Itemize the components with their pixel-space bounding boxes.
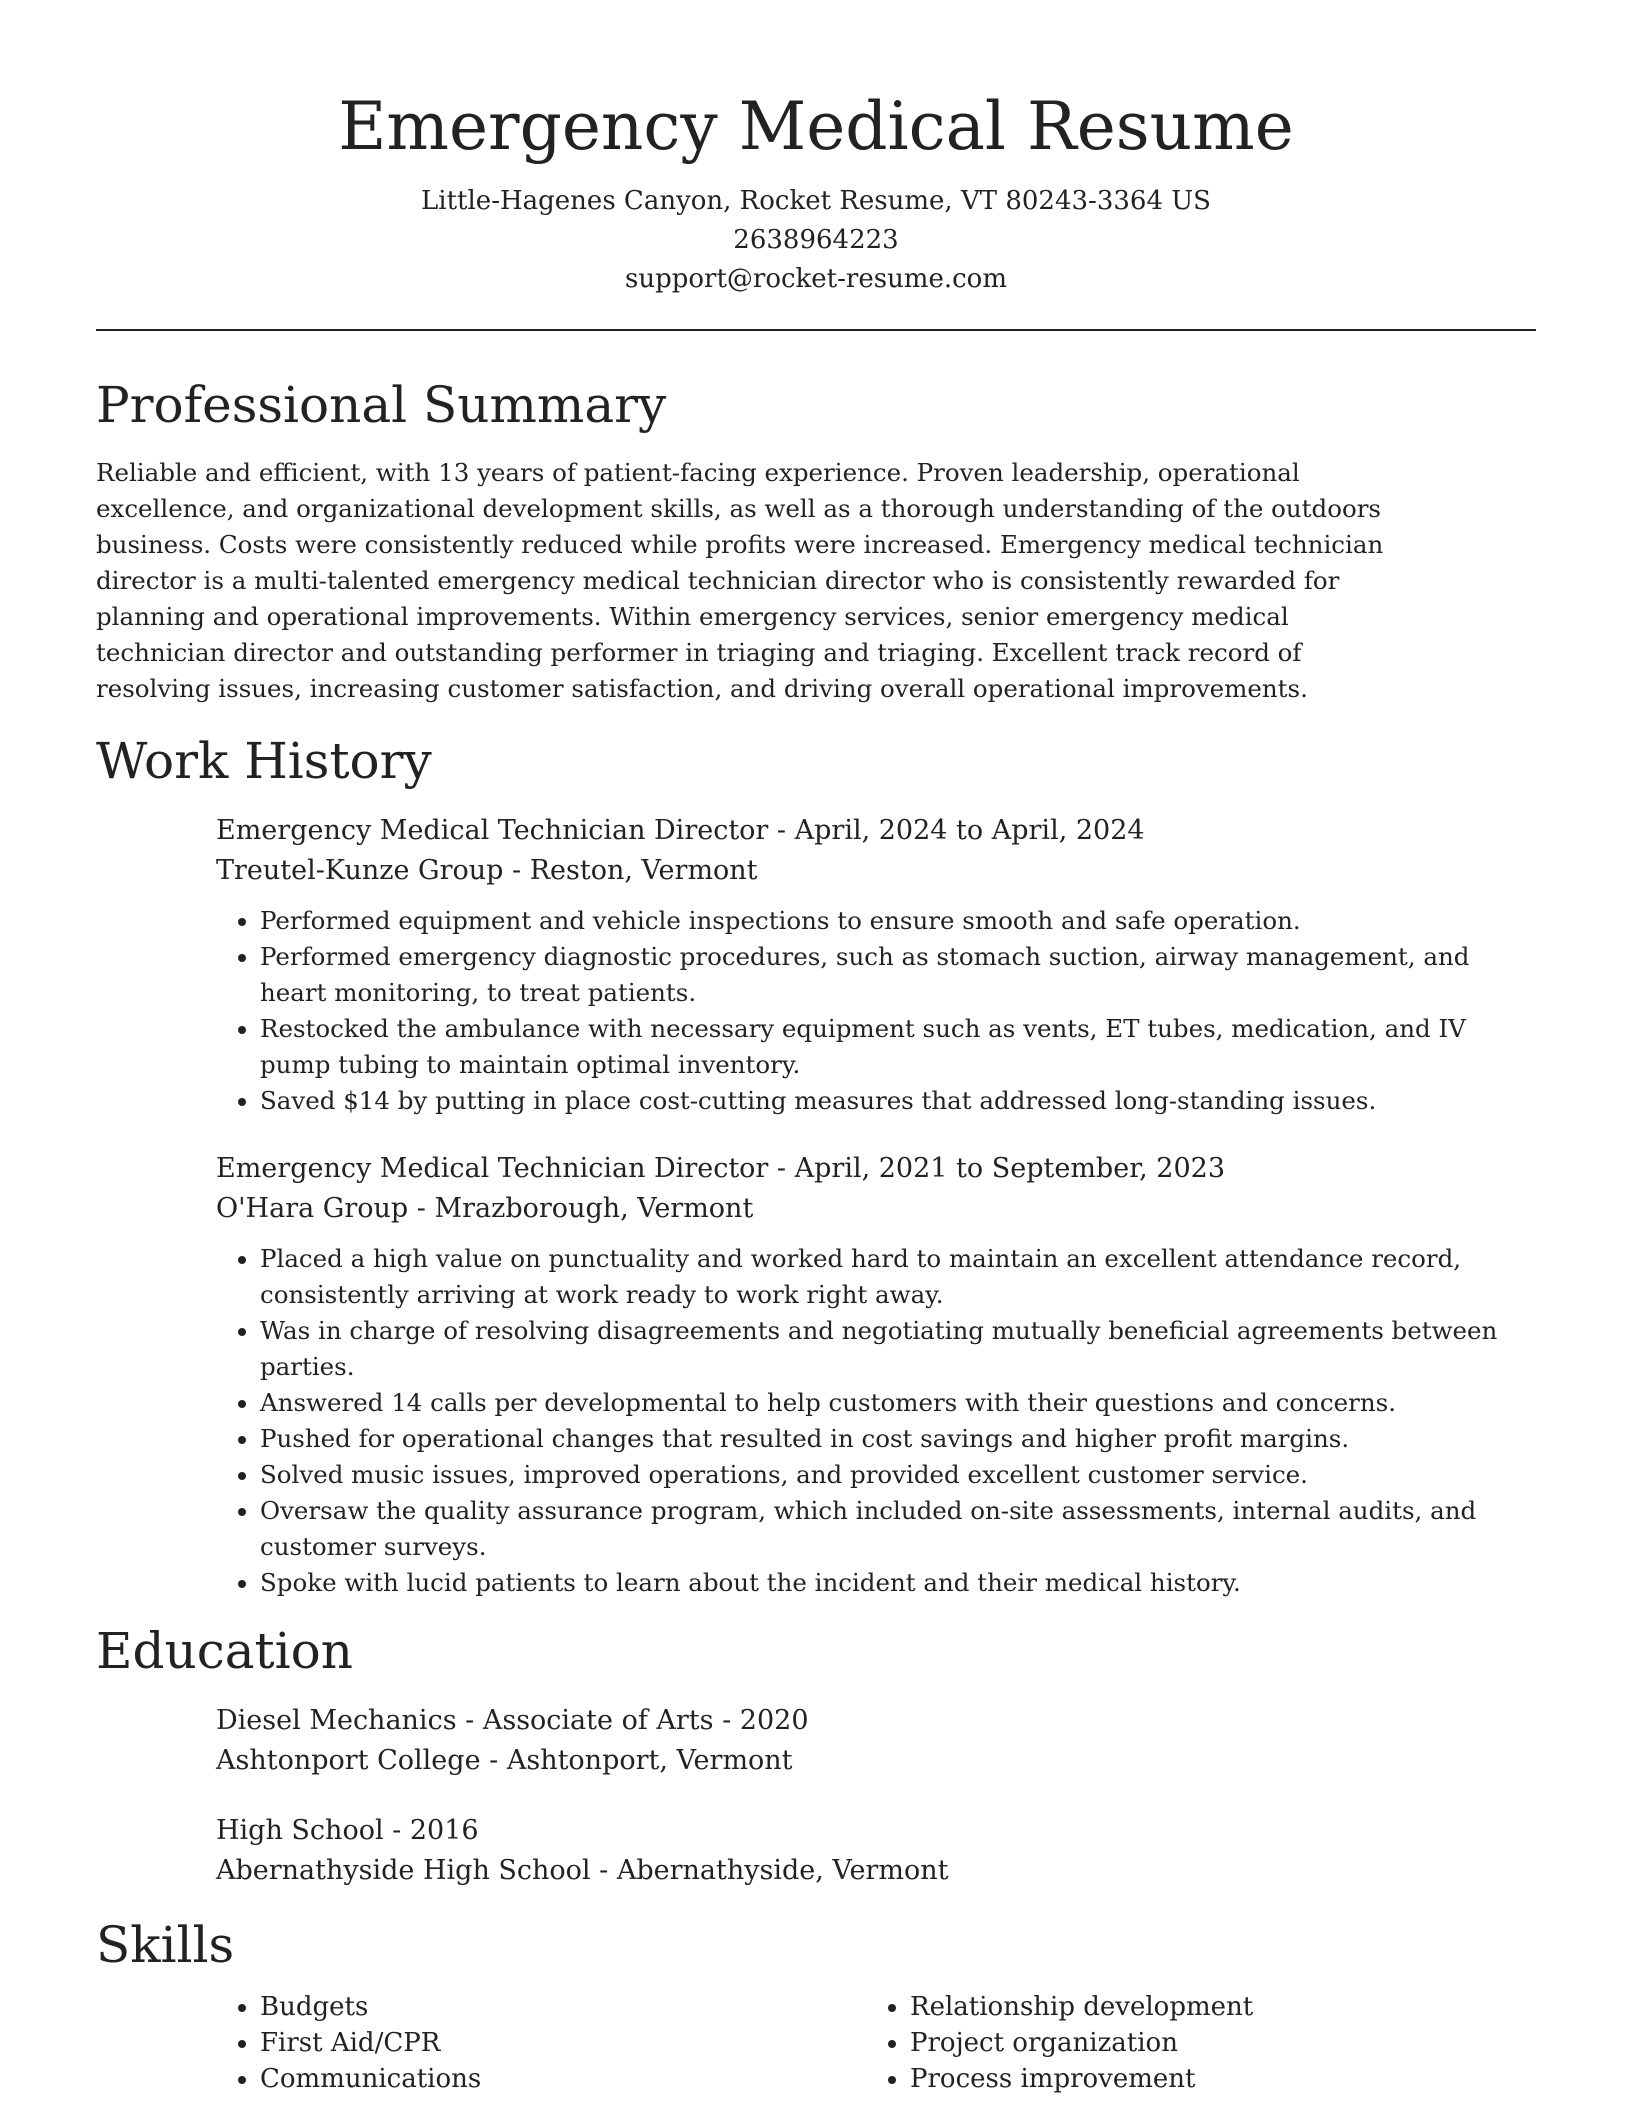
education-entry (216, 1811, 1536, 1891)
job-company: Treutel-Kunze Group (216, 855, 504, 886)
skills-column-left (216, 1989, 866, 2097)
job-bullet: • Performed equipment and vehicle inspections to ensure smooth and safe operation. (260, 903, 1536, 939)
education-degree: High School (216, 1815, 384, 1846)
job-bullet: • Oversaw the quality assurance program, which included on-site assessments, internal audits, and customer surveys. (260, 1493, 1536, 1565)
contact-phone: 2638964223 (733, 225, 899, 255)
education-location: - Ashtonport, Vermont (480, 1745, 793, 1776)
job-company-line (216, 851, 1536, 891)
job-location: - Mrazborough, Vermont (408, 1193, 754, 1224)
contact-info (96, 182, 1536, 299)
summary-text: Reliable and efficient, with 13 years of patient-facing experience. Proven leadership, operational excellence, and organizational development skills, as well as a thorough understanding of the outdoors business. Costs were consistently reduced while profits were increased. Emergency medical technician director is a multi-talented emergency medical technician director who is consistently rewarded for planning and operational improvements. Within emergency services, senior emergency medical technician director and outstanding performer in triaging and triaging. Excellent track record of resolving issues, increasing customer satisfaction, and driving overall operational improvements. (96, 458, 1384, 703)
contact-email: support@rocket-resume.com (624, 264, 1007, 294)
skills-column-right (866, 1989, 1516, 2097)
job-entry (216, 1149, 1536, 1601)
summary-section (96, 373, 1536, 707)
job-dates: - April, 2021 to September, 2023 (768, 1153, 1226, 1184)
job-role: Emergency Medical Technician Director (216, 815, 769, 846)
job-title-line (216, 811, 1536, 851)
job-title-line (216, 1149, 1536, 1189)
job-location: - Reston, Vermont (503, 855, 758, 886)
education-section (96, 1619, 1536, 1891)
job-company: O'Hara Group (216, 1193, 409, 1224)
resume-name: Emergency Medical Resume (338, 88, 1294, 165)
job-bullet: • Solved music issues, improved operations, and provided excellent customer service. (260, 1457, 1536, 1493)
education-year: - 2020 (713, 1705, 809, 1736)
header-divider (96, 329, 1536, 331)
education-title: Education (96, 1622, 353, 1680)
job-bullet: • Answered 14 calls per developmental to help customers with their questions and concerns. (260, 1385, 1536, 1421)
skill-item: • Relationship development (910, 1989, 1516, 2025)
education-school: Abernathyside High School (216, 1855, 591, 1886)
job-bullet: • Performed emergency diagnostic procedures, such as stomach suction, airway management, and heart monitoring, to treat patients. (260, 939, 1536, 1011)
job-role: Emergency Medical Technician Director (216, 1153, 769, 1184)
education-entry (216, 1701, 1536, 1781)
skills-list (866, 1989, 1516, 2097)
resume-page (96, 0, 1536, 2097)
skill-item: • Budgets (260, 1989, 866, 2025)
skills-section (96, 1913, 1536, 2097)
skills-title: Skills (96, 1916, 235, 1974)
job-bullet: • Placed a high value on punctuality and worked hard to maintain an excellent attendance record, consistently arriving at work ready to work right away. (260, 1241, 1536, 1313)
job-company-line (216, 1189, 1536, 1229)
job-entry (216, 811, 1536, 1119)
skills-list (216, 1989, 866, 2097)
education-school-line (216, 1851, 1536, 1891)
skill-item: • Communications (260, 2061, 866, 2097)
education-school-line (216, 1741, 1536, 1781)
job-bullet: • Spoke with lucid patients to learn about the incident and their medical history. (260, 1565, 1536, 1601)
skills-columns (216, 1989, 1536, 2097)
education-location: - Abernathyside, Vermont (590, 1855, 949, 1886)
skill-item: • Process improvement (910, 2061, 1516, 2097)
skill-item: • First Aid/CPR (260, 2025, 866, 2061)
job-dates: - April, 2024 to April, 2024 (768, 815, 1145, 846)
contact-address: Little-Hagenes Canyon, Rocket Resume, VT 80243-3364 US (421, 186, 1211, 216)
job-bullets (216, 903, 1536, 1119)
job-bullet: • Pushed for operational changes that resulted in cost savings and higher profit margins. (260, 1421, 1536, 1457)
skill-item: • Project organization (910, 2025, 1516, 2061)
work-title: Work History (96, 732, 432, 790)
education-school: Ashtonport College (216, 1745, 481, 1776)
job-bullet: • Saved $14 by putting in place cost-cutting measures that addressed long-standing issues. (260, 1083, 1536, 1119)
resume-header (96, 0, 1536, 299)
education-degree-line (216, 1811, 1536, 1851)
education-degree: Diesel Mechanics - Associate of Arts (216, 1705, 714, 1736)
work-section (96, 729, 1536, 1601)
education-degree-line (216, 1701, 1536, 1741)
job-bullet: • Restocked the ambulance with necessary equipment such as vents, ET tubes, medication, and IV pump tubing to maintain optimal inventory. (260, 1011, 1536, 1083)
job-bullets (216, 1241, 1536, 1601)
summary-title: Professional Summary (96, 376, 667, 434)
education-year: - 2016 (383, 1815, 479, 1846)
job-bullet: • Was in charge of resolving disagreements and negotiating mutually beneficial agreements between parties. (260, 1313, 1536, 1385)
